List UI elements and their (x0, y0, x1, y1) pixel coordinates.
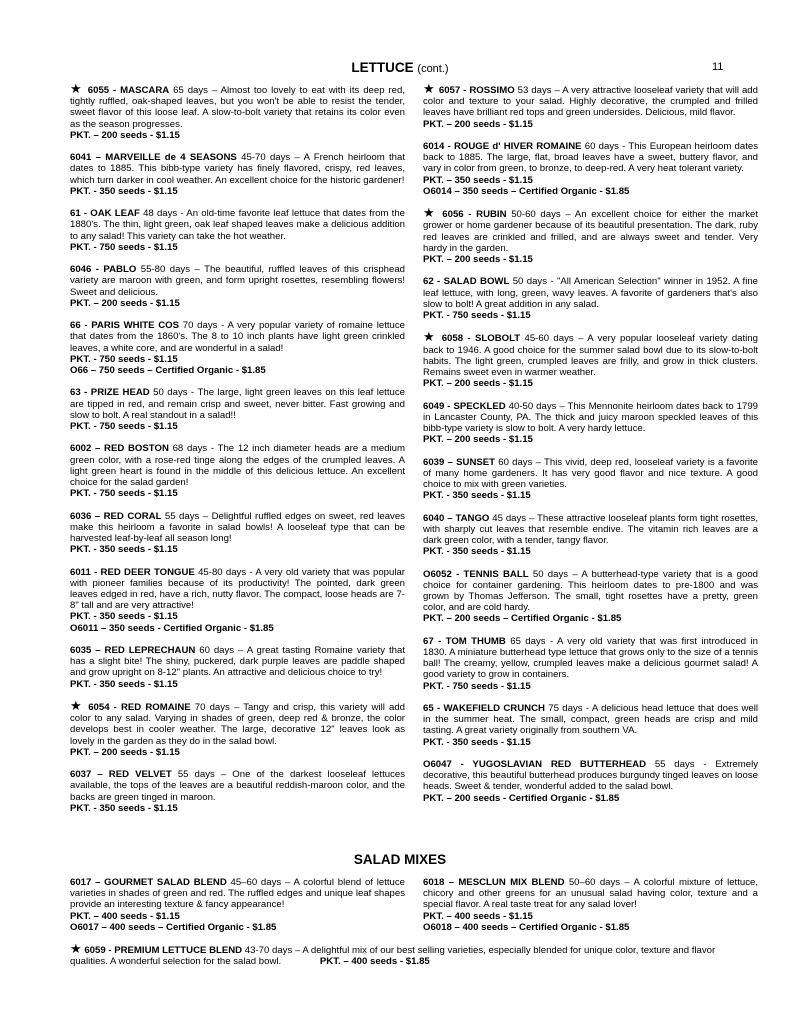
entry-price: PKT. - 350 seeds - $1.15 (423, 490, 531, 502)
entry-name: 6002 – RED BOSTON (70, 443, 169, 455)
product-entry (423, 329, 758, 390)
entry-desc: 50 days – A butterhead-type variety that is a good choice for container gardening. This heirloom dates to pre-1800 and was grown by Thomas Jefferson. The small, tight rosettes have a pretty, green color, and are cold hardy. (423, 568, 758, 614)
entry-desc: 70 days – Tangy and crisp, this variety will add color to any salad. Varying in shades of green, deep red & bronze, the color develops best in cooler weather. The large, decorative 12" leaves look as lovely in the garden as they do in the salad bowl. (70, 702, 405, 747)
entry-price: PKT. – 400 seeds - $1.85 (319, 956, 430, 968)
entry-desc: 50–60 days – A colorful mixture of lettuce, chicory and other greens for an unusual salad having color, texture and a special flavor. A real taste treat for any salad lover! (423, 877, 758, 911)
entry-price: PKT. – 200 seeds - $1.15 (70, 297, 180, 309)
entry-price: PKT. - 750 seeds - $1.15 (423, 680, 531, 692)
entry-name: 6049 - SPECKLED (423, 400, 506, 412)
product-entry (423, 205, 758, 266)
entry-desc: 45-60 days – A very popular looseleaf variety dating back to 1946. A good choice for the summer salad bowl due to its slow-to-bolt habits. The light green, crumpled leaves are frilly, and grow in thick clusters. Remains sweet even in warmer weather. (423, 333, 758, 379)
entry-name: 6014 - ROUGE d' HIVER ROMAINE (423, 141, 582, 152)
product-entry (70, 443, 405, 499)
entry-desc: 55 days – One of the darkest looseleaf lettuces available, the tops of the leaves are a beautiful reddish-maroon color, and the backs are green tinged in maroon. (70, 769, 405, 803)
entry-desc: 60 days – This vivid, deep red, looseleaf variety is a favorite of many home gardeners. It has very good flavor and nice texture. A good choice to mix with green varieties. (423, 456, 758, 491)
premium-blend-entry (70, 941, 735, 968)
entry-desc: 70 days - A very popular variety of romaine lettuce that dates from the 1860's. The 8 to 10 inch plants have light green crinkled leaves, a white core, and are wonderful in a salad! (70, 320, 405, 354)
entry-desc: 48 days - An old-time favorite leaf lettuce that dates from the 1880's. The thin, light green, oak leaf shaped leaves make a delicious addition to any salad! This variety can take the hot weather. (70, 208, 406, 242)
section-title-salad-mixes: SALAD MIXES (353, 852, 447, 867)
product-entry (70, 387, 405, 432)
entry-price: PKT. - 350 seeds - $1.15 (423, 736, 531, 748)
entry-price: PKT. - 350 seeds - $1.15 (70, 544, 178, 556)
entry-price: PKT. – 200 seeds - $1.15 (423, 378, 533, 390)
star-icon: ★ (423, 329, 442, 345)
product-entry (70, 877, 405, 933)
entry-name: O6047 - YUGOSLAVIAN RED BUTTERHEAD (423, 759, 647, 771)
star-icon: ★ (70, 81, 88, 96)
entry-name: 6056 - RUBIN (442, 209, 507, 221)
entry-price: O6011 – 350 seeds - Certified Organic - $1.85 (70, 622, 274, 634)
entry-price: PKT. – 350 seeds - $1.15 (423, 174, 533, 186)
entry-desc: 40-50 days – This Mennonite heirloom dates back to 1799 in Lancaster County, PA. The thick and juicy maroon speckled leaves of this bibb-type variety is slow to bolt. A very hardy lettuce. (423, 400, 759, 435)
star-icon: ★ (423, 81, 439, 96)
entry-price: O6017 – 400 seeds – Certified Organic - $1.85 (70, 921, 277, 933)
product-entry (423, 569, 758, 625)
product-entry (423, 401, 758, 446)
entry-name: 67 - TOM THUMB (423, 635, 506, 647)
entry-price: PKT. - 350 seeds - $1.15 (423, 546, 531, 558)
entry-name: 61 - OAK LEAF (70, 208, 140, 220)
entry-name: 6040 – TANGO (423, 512, 490, 524)
entry-name: 6035 – RED LEPRECHAUN (70, 645, 196, 657)
product-entry (70, 769, 405, 814)
entry-desc: 50-60 days – An excellent choice for either the market grower or home gardener because of its beautiful presentation. The dark, ruby red leaves are crinkled and frilled, and are always sweet and tender. Very hardy in the garden. (423, 209, 758, 254)
product-entry (423, 703, 758, 748)
page-number: 11 (712, 61, 724, 73)
entry-price: PKT. – 400 seeds - $1.15 (423, 910, 533, 922)
entry-name: O6052 - TENNIS BALL (423, 568, 529, 580)
entry-price: O66 – 750 seeds – Certified Organic - $1.85 (70, 365, 266, 377)
right-column (423, 81, 759, 815)
entry-desc: 50 days - "All American Selection" winner in 1952. A fine leaf lettuce, with long, green, wavy leaves. A favorite of gardeners that's also slow to bolt! A great addition in any salad. (423, 276, 758, 310)
title-text: LETTUCE (351, 60, 414, 75)
entry-desc: 45 days – These attractive looseleaf plants form tight rosettes, with sharply cut leaves that resemble endive. The vitamin rich leaves are a dark green color, with a tender, tangy flavor. (423, 512, 758, 547)
entry-price: PKT. - 350 seeds - $1.15 (70, 185, 178, 197)
entry-desc: 65 days – Almost too lovely to eat with its deep red, tightly ruffled, oak-shaped leaves, but you won't be able to resist the tender, sweet flavor of this loose leaf. A slow-to-bolt variety that retains its color even as the season progresses. (70, 85, 405, 130)
entry-desc: 45-70 days – A French heirloom that dates to 1885. This bibb-type variety has finely flavored, crispy, red leaves, which turn darker in cool weather. An excellent choice for the historic gardener! (70, 152, 405, 186)
star-icon: ★ (70, 941, 82, 956)
entry-desc: 43-70 days – A delightful mix of our best selling varieties, especially blended for unique color, texture and flavor qualities. A wonderful selection for the salad bowl. (70, 945, 716, 968)
entry-name: 6017 – GOURMET SALAD BLEND (70, 877, 227, 888)
entry-desc: 45–60 days – A colorful blend of lettuce varieties in shades of green and red. The ruffled edges and unique leaf shapes provide an interesting texture & fancy appearance! (70, 877, 405, 911)
entry-price: PKT. - 350 seeds - $1.15 (70, 678, 178, 690)
entry-name: 6041 – MARVEILLE de 4 SEASONS (70, 152, 237, 164)
entry-price: PKT. - 750 seeds - $1.15 (70, 353, 178, 365)
entry-price: PKT. – 200 seeds – Certified Organic - $1.85 (423, 613, 622, 625)
entry-desc: 75 days - A delicious head lettuce that does well in the summer heat. The small, compact, green heads are crisp and mild tasting. A great variety originally from southern VA. (423, 703, 759, 737)
entry-name: 65 - WAKEFIELD CRUNCH (423, 703, 545, 715)
product-entry (70, 320, 405, 376)
entry-desc: 50 days - The large, light green leaves on this leaf lettuce are tipped in red, and remain crisp and sweet, never bitter. Fast growing and slow to bolt. A real standout in a salad!! (70, 387, 405, 421)
product-entry (423, 457, 758, 502)
entry-desc: 65 days - A very old variety that was first introduced in 1830. A miniature butterhead type lettuce that grows only to the size of a tennis ball! The creamy, yellow, crumpled leaves make a delicious gourmet salad! A good variety to grow in containers. (423, 635, 759, 681)
entry-desc: 55-80 days – The beautiful, ruffled leaves of this crisphead variety are maroon with green, and form upright rosettes, resembling flowers! Sweet and delicious. (70, 264, 405, 298)
entry-desc: 53 days – A very attractive looseleaf variety that will add color and texture to your salad. Highly decorative, the crumpled and frilled leaves have brilliant red tops and green undersides. Delicious, mild flavor. (423, 85, 758, 119)
entry-price: PKT. – 200 seeds - Certified Organic - $1.85 (423, 792, 620, 804)
entry-desc: 45-80 days - A very old variety that was popular with pioneer families because of its productivity! The pointed, dark green leaves edged in red, have a rich, nutty flavor. The compact, loose heads are 7-8" tall and are very attractive! (70, 566, 406, 612)
product-entry (423, 759, 758, 804)
product-entry (423, 877, 758, 933)
product-entry (423, 276, 758, 321)
product-entry (423, 636, 758, 692)
entry-price: PKT. - 750 seeds - $1.15 (70, 488, 178, 500)
entry-price: PKT. - 750 seeds - $1.15 (70, 241, 178, 253)
star-icon: ★ (423, 205, 443, 221)
entry-desc: 55 days – Delightful ruffled edges on sweet, red leaves make this heirloom a favorite in salad bowls! A looseleaf type that can be harvested leaf-by-leaf all season long! (70, 510, 405, 545)
entry-name: 6058 - SLOBOLT (441, 333, 521, 345)
entry-price: PKT. – 200 seeds - $1.15 (70, 746, 180, 758)
product-entry (70, 81, 405, 141)
entry-name: 6037 – RED VELVET (70, 769, 172, 781)
entry-price: O6018 – 400 seeds – Certified Organic - $1.85 (423, 921, 630, 933)
entry-price: PKT. – 200 seeds - $1.15 (423, 118, 533, 130)
entry-name: 66 - PARIS WHITE COS (70, 320, 180, 332)
entry-name: 6054 - RED ROMAINE (88, 702, 191, 714)
entry-name: 62 - SALAD BOWL (423, 276, 510, 288)
mix-left-column (70, 877, 405, 944)
left-column (70, 81, 406, 825)
entry-price: PKT. – 200 seeds - $1.15 (423, 434, 533, 446)
entry-price: PKT. – 200 seeds - $1.15 (70, 129, 180, 141)
product-entry (70, 698, 405, 758)
product-entry (70, 264, 405, 309)
entry-price: PKT. - 750 seeds - $1.15 (423, 310, 531, 322)
entry-name: 6059 - PREMIUM LETTUCE BLEND (84, 945, 243, 956)
entry-name: 63 - PRIZE HEAD (70, 387, 150, 399)
star-icon: ★ (70, 698, 89, 714)
entry-price: PKT. – 200 seeds - $1.15 (423, 254, 533, 266)
product-entry (423, 141, 758, 197)
product-entry (70, 152, 405, 197)
product-entry (423, 513, 758, 558)
entry-price: O6014 – 350 seeds – Certified Organic - $1.85 (423, 185, 630, 197)
entry-price: PKT. - 350 seeds - $1.15 (70, 802, 178, 814)
entry-name: 6036 – RED CORAL (70, 510, 162, 522)
entry-name: 6046 - PABLO (70, 264, 137, 276)
entry-price: PKT. - 750 seeds - $1.15 (70, 421, 178, 433)
page-title (0, 60, 800, 75)
entry-name: 6039 – SUNSET (423, 456, 496, 468)
product-entry (70, 567, 405, 634)
entry-desc: 68 days - The 12 inch diameter heads are a medium green color, with a rose-red tinge along the edges of the crumpled leaves. A light green heart is found in the middle of this delicious lettuce. An excellent choice for the salad garden! (70, 443, 406, 489)
entry-price: PKT. – 400 seeds - $1.15 (70, 910, 180, 922)
entry-price: PKT. - 350 seeds - $1.15 (70, 611, 178, 623)
title-cont: (cont.) (417, 63, 449, 75)
entry-desc: 55 days - Extremely decorative, this beautiful butterhead produces burgundy tinged leaves on loose heads. Sweet & tender, wonderful added to the salad bowl. (423, 759, 759, 793)
product-entry (423, 81, 758, 130)
entry-name: 6055 - MASCARA (87, 85, 170, 96)
product-entry (70, 511, 405, 556)
entry-desc: 60 days - This European heirloom dates back to 1885. The large, flat, broad leaves have a sweet, buttery flavor, and vary in color from green, to bronze, to deep-red. A very heat tolerant variety. (423, 141, 758, 175)
product-entry (70, 208, 405, 253)
entry-name: 6011 - RED DEER TONGUE (70, 566, 195, 578)
mix-right-column (423, 877, 758, 944)
entry-name: 6057 - ROSSIMO (438, 85, 515, 96)
entry-name: 6018 – MESCLUN MIX BLEND (423, 877, 565, 888)
entry-desc: 60 days – A great tasting Romaine variety that has a slight bite! The shiny, puckered, dark purple leaves are paddle shaped and grow upright on 8-12" plants. An attractive and delicious choice to try! (70, 645, 405, 679)
product-entry (70, 645, 405, 690)
